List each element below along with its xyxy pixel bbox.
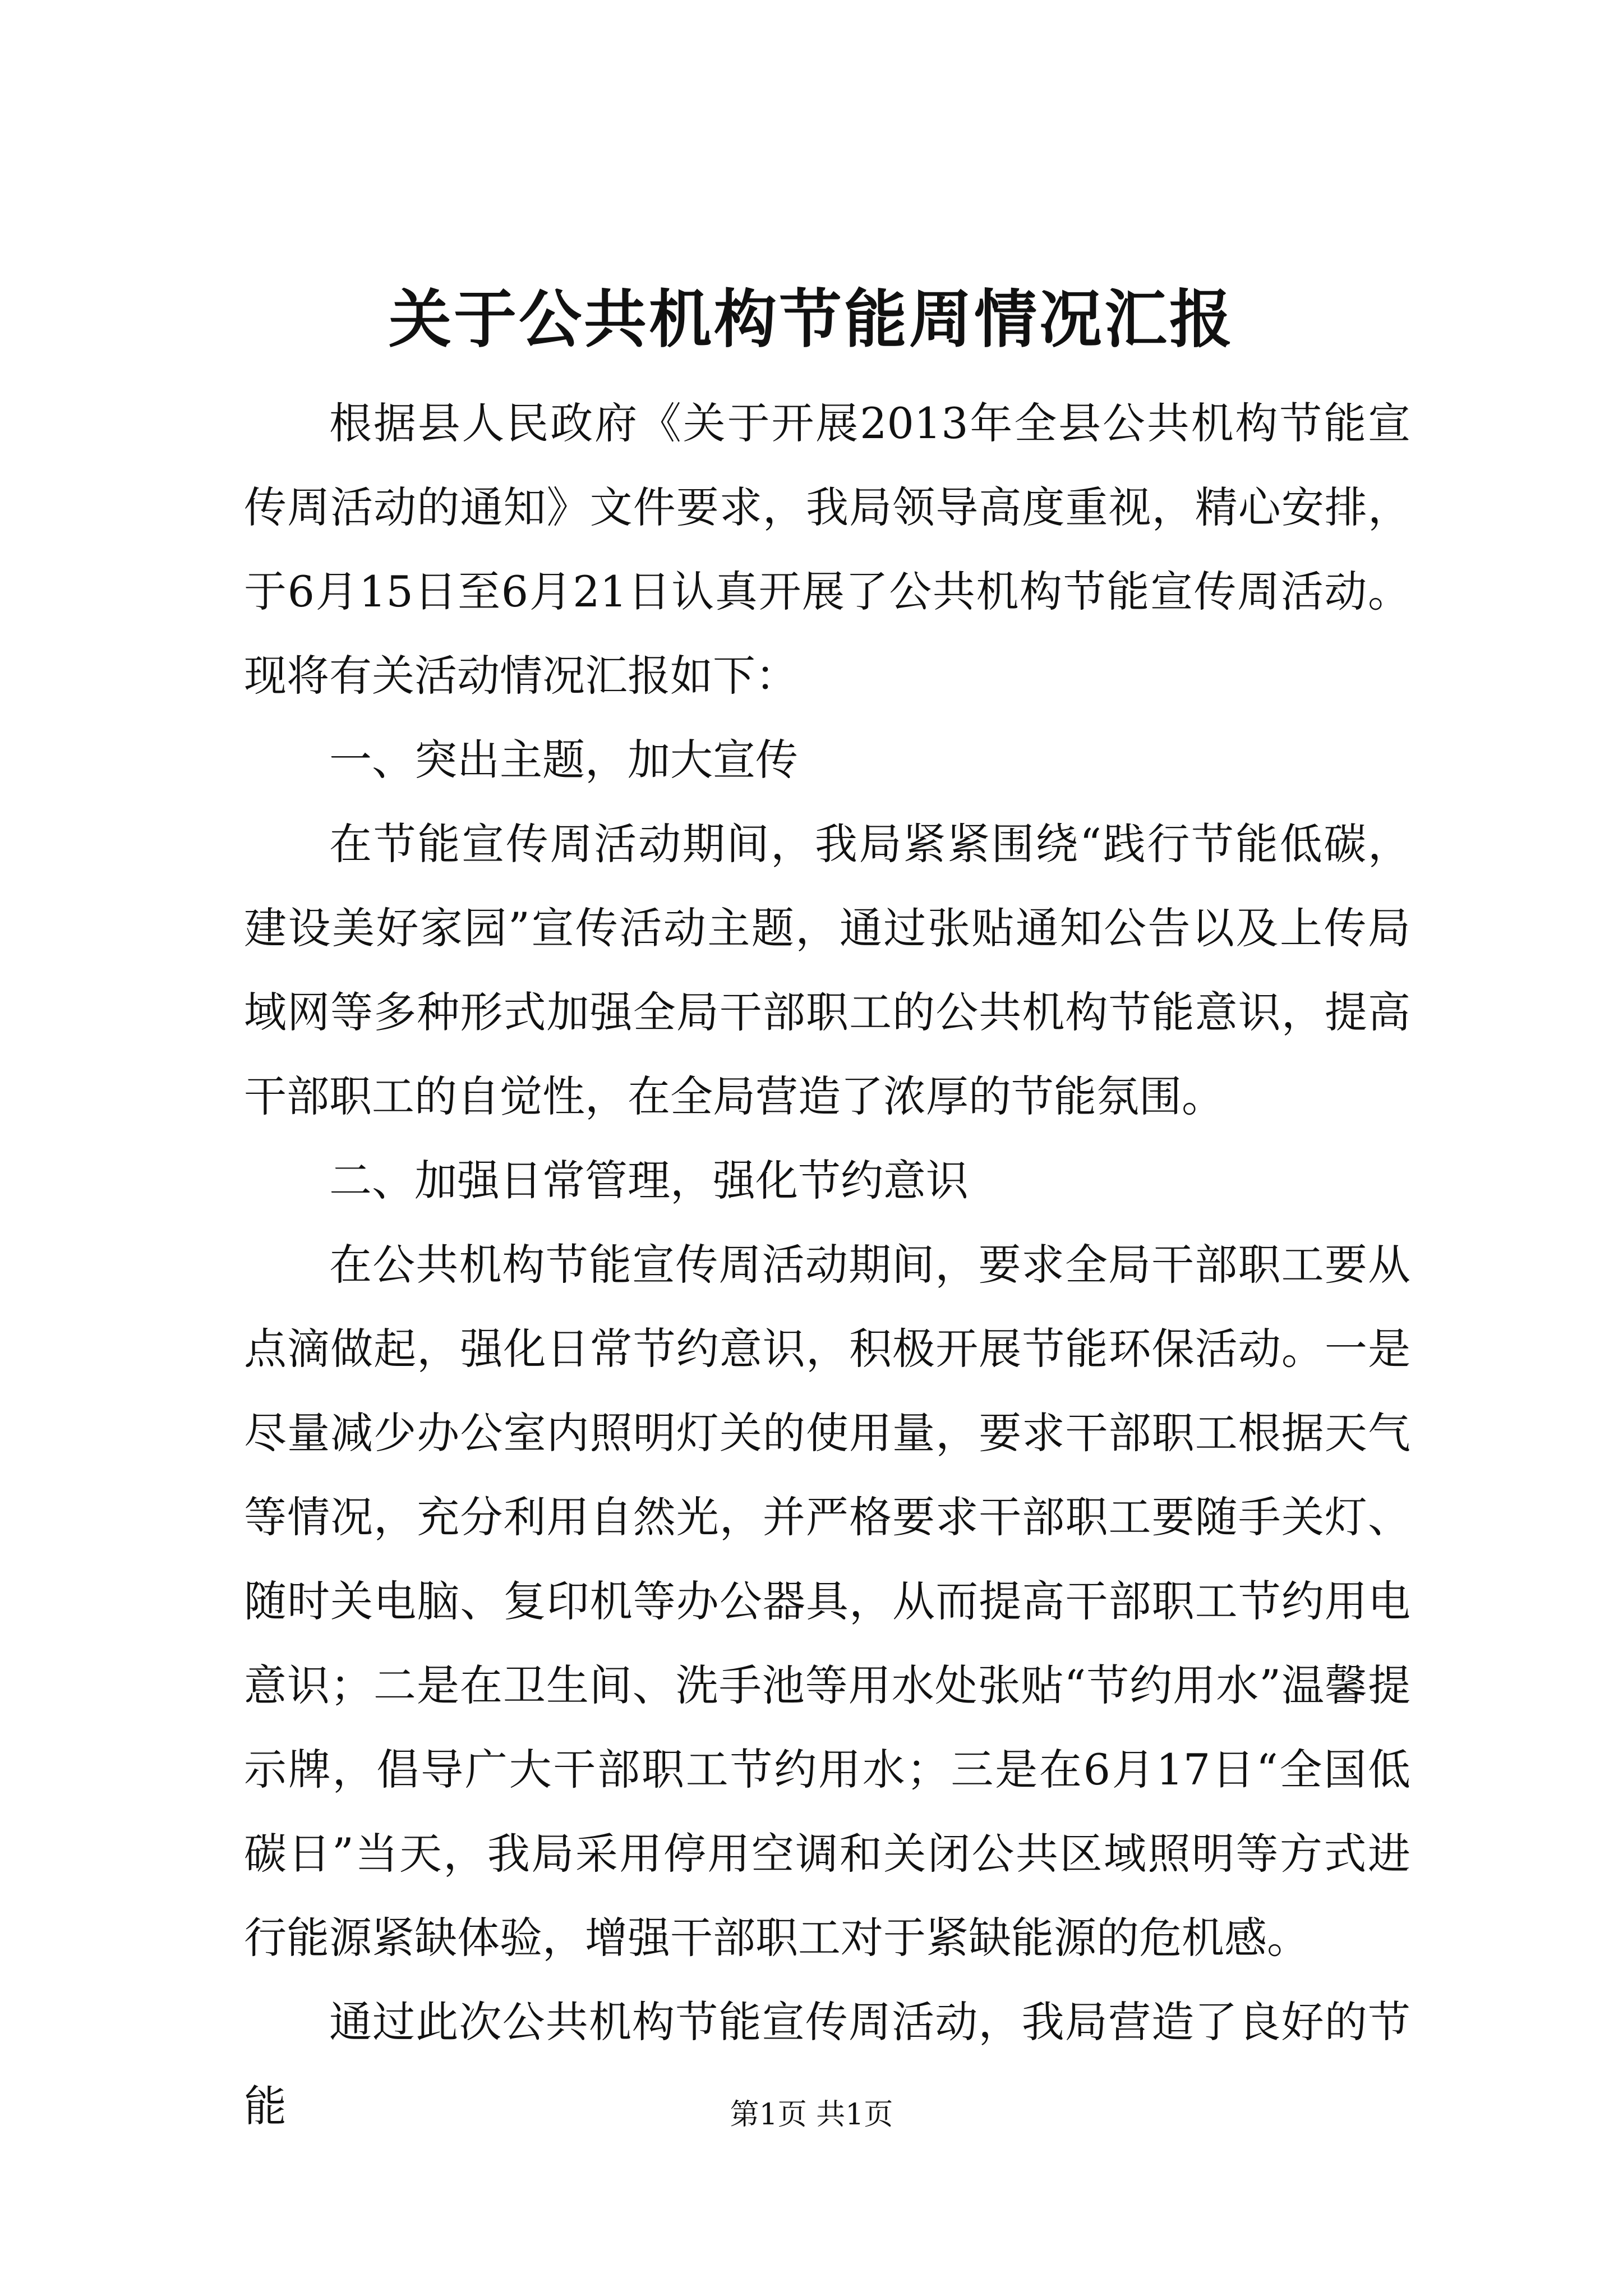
paragraph-intro: 根据县人民政府《关于开展2013年全县公共机构节能宣传周活动的通知》文件要求，我局领导高度重视，精心安排，于6月15日至6月21日认真开展了公共机构节能宣传周活动。现将有关活动情况汇报如下： bbox=[244, 398, 1410, 701]
paragraph-section-2: 在公共机构节能宣传周活动期间，要求全局干部职工要从点滴做起，强化日常节约意识，积极开展节能环保活动。一是尽量减少办公室内照明灯关的使用量，要求干部职工根据天气等情况，充分利用自然光，并严格要求干部职工要随手关灯、随时关电脑、复印机等办公器具，从而提高干部职工节约用电意识；二是在卫生间、洗手池等用水处张贴“节约用水”温馨提示牌，倡导广大干部职工节约用水；三是在6月17日“全国低碳日”当天，我局采用停用空调和关闭公共区域照明等方式进行能源紧缺体验，增强干部职工对于紧缺能源的危机感。 bbox=[244, 1240, 1410, 1963]
paragraph-conclusion: 通过此次公共机构节能宣传周活动，我局营造了良好的节能 bbox=[244, 1997, 1410, 2131]
document-title: 关于公共机构节能周情况汇报 bbox=[389, 283, 1234, 356]
page-number-footer: 第1页 共1页 bbox=[730, 2098, 893, 2132]
section-heading-2: 二、加强日常管理，强化节约意识 bbox=[329, 1156, 969, 1205]
paragraph-section-1: 在节能宣传周活动期间，我局紧紧围绕“践行节能低碳，建设美好家园”宣传活动主题，通过张贴通知公告以及上传局域网等多种形式加强全局干部职工的公共机构节能意识，提高干部职工的自觉性，在全局营造了浓厚的节能氛围。 bbox=[244, 819, 1410, 1121]
document-body bbox=[244, 381, 1410, 2148]
section-heading-1: 一、突出主题，加大宣传 bbox=[329, 735, 798, 785]
